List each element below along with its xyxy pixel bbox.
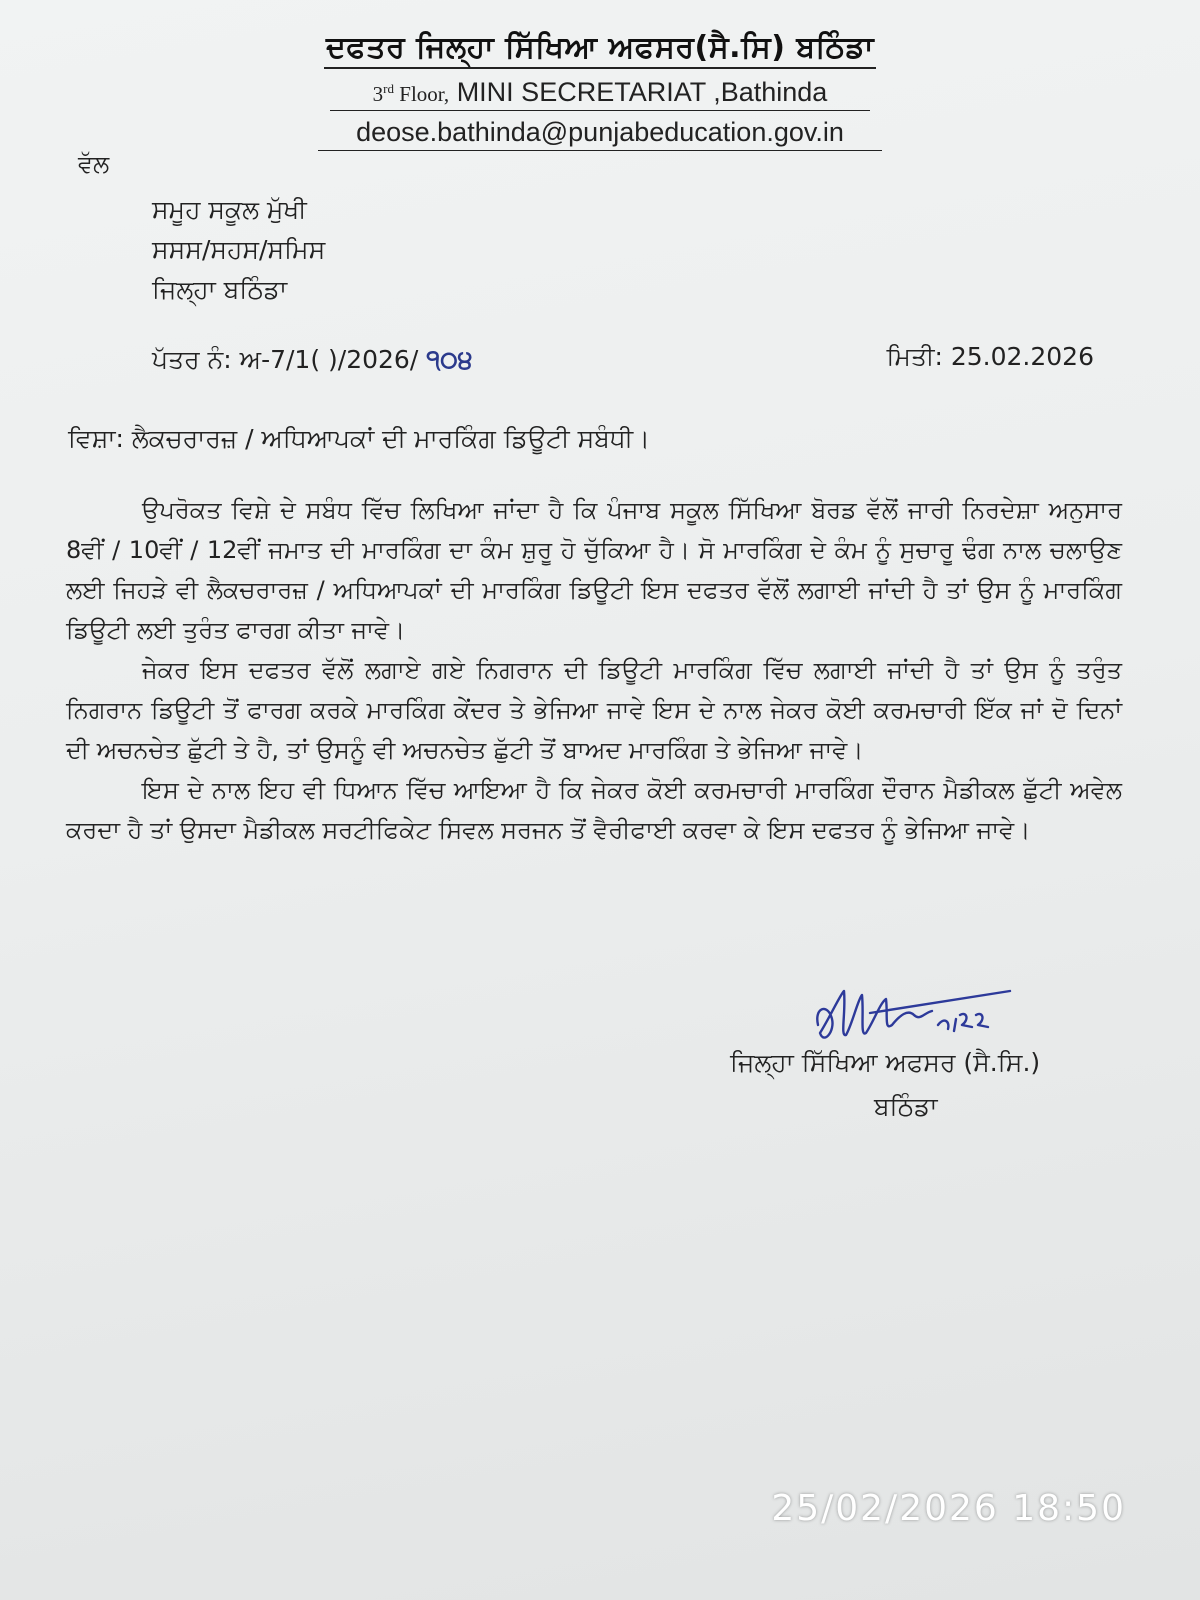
body-paragraph: ਉਪਰੋਕਤ ਵਿਸ਼ੇ ਦੇ ਸਬੰਧ ਵਿੱਚ ਲਿਖਿਆ ਜਾਂਦਾ ਹੈ ਕਿ ਪੰਜਾਬ ਸਕੂਲ ਸਿੱਖਿਆ ਬੋਰਡ ਵੱਲੋਂ ਜਾਰੀ ਨਿਰਦੇਸ਼ਾ ਅਨੁਸਾਰ 8ਵੀਂ / 10ਵੀਂ / 12ਵੀਂ ਜਮਾਤ ਦੀ ਮਾਰਕਿੰਗ ਦਾ ਕੰਮ ਸ਼ੁਰੂ ਹੋ ਚੁੱਕਿਆ ਹੈ। ਸੋ ਮਾਰਕਿੰਗ ਦੇ ਕੰਮ ਨੂੰ ਸੁਚਾਰੂ ਢੰਗ ਨਾਲ ਚਲਾਉਣ ਲਈ ਜਿਹੜੇ ਵੀ ਲੈਕਚਰਾਰਜ਼ / ਅਧਿਆਪਕਾਂ ਦੀ ਮਾਰਕਿੰਗ ਡਿਊਟੀ ਇਸ ਦਫਤਰ ਵੱਲੋਂ ਲਗਾਈ ਜਾਂਦੀ ਹੈ ਤਾਂ ਉਸ ਨੂੰ ਮਾਰਕਿੰਗ ਡਿਊਟੀ ਲਈ ਤੁਰੰਤ ਫਾਰਗ ਕੀਤਾ ਜਾਵੇ। bbox=[66, 496, 1122, 644]
letter-number bbox=[152, 345, 473, 376]
floor-word: Floor, bbox=[394, 82, 450, 106]
body-paragraph: ਜੇਕਰ ਇਸ ਦਫਤਰ ਵੱਲੋਂ ਲਗਾਏ ਗਏ ਨਿਗਰਾਨ ਦੀ ਡਿਊਟੀ ਮਾਰਕਿੰਗ ਵਿੱਚ ਲਗਾਈ ਜਾਂਦੀ ਹੈ ਤਾਂ ਉਸ ਨੂੰ ਤਰੁੰਤ ਨਿਗਰਾਨ ਡਿਊਟੀ ਤੋਂ ਫਾਰਗ ਕਰਕੇ ਮਾਰਕਿੰਗ ਕੇਂਦਰ ਤੇ ਭੇਜਿਆ ਜਾਵੇ ਇਸ ਦੇ ਨਾਲ ਜੇਕਰ ਕੋਈ ਕਰਮਚਾਰੀ ਇੱਕ ਜਾਂ ਦੋ ਦਿਨਾਂ ਦੀ ਅਚਨਚੇਤ ਛੁੱਟੀ ਤੇ ਹੈ, ਤਾਂ ਉਸਨੂੰ ਵੀ ਅਚਨਚੇਤ ਛੁੱਟੀ ਤੋਂ ਬਾਅਦ ਮਾਰਕਿੰਗ ਤੇ ਭੇਜਿਆ ਜਾਵੇ। bbox=[66, 656, 1122, 764]
letterhead bbox=[0, 30, 1200, 151]
letter-date: ਮਿਤੀ: 25.02.2026 bbox=[886, 342, 1094, 371]
subject-line: ਵਿਸ਼ਾ: ਲੈਕਚਰਾਰਜ਼ / ਅਧਿਆਪਕਾਂ ਦੀ ਮਾਰਕਿੰਗ ਡਿਊਟੀ ਸਬੰਧੀ। bbox=[68, 424, 650, 453]
address-text: MINI SECRETARIAT ,Bathinda bbox=[449, 77, 828, 107]
handwritten-dispatch-number: ੧੦੪ bbox=[426, 345, 473, 375]
letter-number-text: ਪੱਤਰ ਨੰ: ਅ-7/1( )/2026/ bbox=[152, 345, 427, 374]
recipient-line: ਸਮੂਹ ਸਕੂਲ ਮੁੱਖੀ bbox=[152, 195, 307, 224]
office-title: ਦਫਤਰ ਜਿਲ੍ਹਾ ਸਿੱਖਿਆ ਅਫਸਰ(ਸੈ.ਸਿ) ਬਠਿੰਡਾ bbox=[324, 30, 876, 69]
photo-timestamp: 25/02/2026 18:50 bbox=[771, 1488, 1126, 1529]
floor-suffix: rd bbox=[383, 81, 395, 96]
letter-body bbox=[66, 490, 1122, 850]
recipient-line: ਸਸਸ/ਸਹਸ/ਸਮਿਸ bbox=[152, 235, 326, 264]
recipient-line: ਜਿਲ੍ਹਾ ਬਠਿੰਡਾ bbox=[152, 275, 288, 304]
floor-text bbox=[373, 82, 450, 106]
signatory-title: ਜਿਲ੍ਹਾ ਸਿੱਖਿਆ ਅਫਸਰ (ਸੈ.ਸਿ.) bbox=[730, 1048, 1041, 1077]
body-paragraph: ਇਸ ਦੇ ਨਾਲ ਇਹ ਵੀ ਧਿਆਨ ਵਿੱਚ ਆਇਆ ਹੈ ਕਿ ਜੇਕਰ ਕੋਈ ਕਰਮਚਾਰੀ ਮਾਰਕਿੰਗ ਦੌਰਾਨ ਮੈਡੀਕਲ ਛੁੱਟੀ ਅਵੇਲ ਕਰਦਾ ਹੈ ਤਾਂ ਉਸਦਾ ਮੈਡੀਕਲ ਸਰਟੀਫਿਕੇਟ ਸਿਵਲ ਸਰਜਨ ਤੋਂ ਵੈਰੀਫਾਈ ਕਰਵਾ ਕੇ ਇਸ ਦਫਤਰ ਨੂੰ ਭੇਜਿਆ ਜਾਵੇ। bbox=[66, 776, 1122, 844]
floor-number: 3 bbox=[372, 82, 384, 106]
office-address bbox=[330, 77, 870, 111]
to-label: ਵੱਲ bbox=[78, 150, 110, 178]
office-email: deose.bathinda@punjabeducation.gov.in bbox=[318, 117, 882, 151]
recipient-block bbox=[152, 190, 325, 310]
signatory-place: ਬਠਿੰਡਾ bbox=[874, 1092, 938, 1121]
